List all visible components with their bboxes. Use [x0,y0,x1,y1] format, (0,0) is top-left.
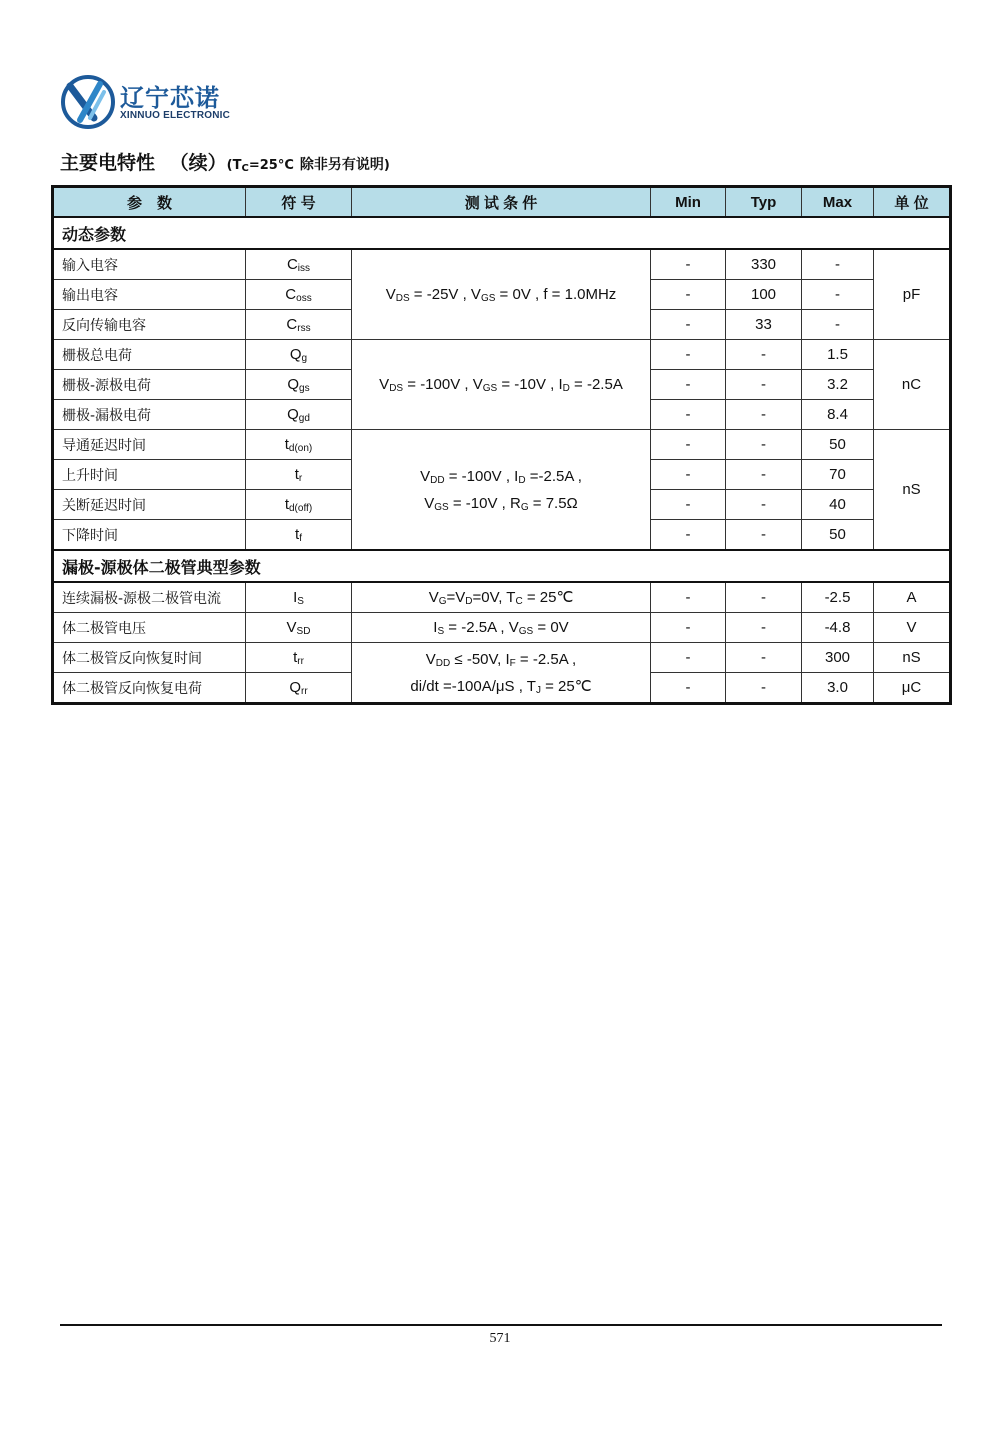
symbol-cell [246,582,352,613]
min-cell: - [651,249,726,280]
logo-chinese-text: 辽宁芯诺 [120,84,220,112]
max-cell: 50 [802,520,874,551]
symbol-sub: g [301,353,308,364]
logo-english-text: XINNUO ELECTRONIC [120,110,231,121]
cond-sub: D [562,383,570,394]
heading-tc-sub: C [241,163,249,174]
table-row [53,643,951,673]
param-cell: 体二极管反向恢复电荷 [53,673,246,704]
min-cell: - [651,310,726,340]
cond-text: = 7.5Ω [528,494,578,512]
cond-text: ≤ -50V, I [450,650,510,668]
table-row [53,582,951,613]
param-cell: 栅极总电荷 [53,340,246,370]
cond-text: = 0V , f = 1.0MHz [495,286,617,303]
unit-cell: V [874,613,951,643]
cond-text: =-2.5A , [525,467,582,485]
min-cell: - [651,582,726,613]
heading-paren-open: ( [226,158,233,173]
cond-text: = -100V , V [403,376,483,393]
cond-text: = -10V , I [497,376,563,393]
cond-sub: G [438,596,447,607]
typ-cell: 100 [726,280,802,310]
cond-sub: GS [518,626,534,637]
heading-unit: °C [277,158,294,173]
symbol-sub: d(on) [288,443,313,454]
table-row [53,430,951,460]
cond-text: = 25℃ [540,677,592,695]
symbol-cell [246,643,352,673]
typ-cell: - [726,370,802,400]
header-typ: Typ [726,187,802,218]
header-max: Max [802,187,874,218]
cond-sub: F [509,657,516,669]
typ-cell: - [726,340,802,370]
cond-line [352,673,650,700]
section-title-body-diode: 漏极-源极体二极管典型参数 [53,550,951,582]
param-cell: 输出电容 [53,280,246,310]
cond-text: = -2.5A , [515,650,577,668]
typ-cell: - [726,613,802,643]
cond-sub: G [520,501,529,513]
cond-sub: DS [395,293,410,304]
symbol-main: C [286,256,298,273]
cond-sub: DD [435,657,451,669]
table-row [53,249,951,280]
typ-cell: - [726,430,802,460]
cond-text: V [428,589,439,606]
cond-text: = -2.5A [569,376,623,393]
max-cell: 300 [802,643,874,673]
min-cell: - [651,613,726,643]
cond-text: = 0V [533,619,569,636]
symbol-sub: r [298,473,303,484]
symbol-cell [246,490,352,520]
cond-sub: DD [430,474,445,486]
cond-line [352,463,650,490]
symbol-cell [246,460,352,490]
symbol-sub: iss [297,263,311,274]
symbol-sub: oss [296,293,312,304]
typ-cell: - [726,490,802,520]
param-cell: 体二极管电压 [53,613,246,643]
cond-text: =0V, T [472,589,516,606]
max-cell: -2.5 [802,582,874,613]
heading-tc: T [232,158,242,173]
param-cell: 下降时间 [53,520,246,551]
cond-text: I [433,619,438,636]
typ-cell: 330 [726,249,802,280]
condition-cell-switching [352,430,651,551]
table-row [53,613,951,643]
max-cell: 40 [802,490,874,520]
cond-sub: GS [480,293,496,304]
cond-text: V [420,467,431,485]
symbol-cell [246,280,352,310]
symbol-main: Q [289,679,301,696]
symbol-sub: gd [298,413,310,424]
cond-text: =V [446,589,466,606]
param-cell: 上升时间 [53,460,246,490]
max-cell: 3.0 [802,673,874,704]
cond-text: = -2.5A , V [444,619,519,636]
table-header-row [53,187,951,218]
symbol-sub: SD [296,626,311,637]
heading-continued: （续） [169,152,227,174]
heading-note: 除非另有说明 [299,157,384,173]
cond-sub: D [518,474,526,486]
cond-sub: D [465,596,473,607]
min-cell: - [651,430,726,460]
cond-sub: GS [482,383,498,394]
symbol-sub: f [299,533,302,544]
typ-cell: - [726,673,802,704]
symbol-main: Q [289,346,302,363]
symbol-cell [246,673,352,704]
max-cell: 8.4 [802,400,874,430]
typ-cell: - [726,643,802,673]
max-cell: -4.8 [802,613,874,643]
typ-cell: - [726,400,802,430]
symbol-cell [246,520,352,551]
header-parameter: 参 数 [53,187,246,218]
max-cell: - [802,249,874,280]
symbol-sub: S [297,596,304,607]
cond-sub: C [515,596,523,607]
page-number: 571 [489,1331,511,1346]
max-cell: 70 [802,460,874,490]
unit-cell: A [874,582,951,613]
heading-tc-value: =25 [248,158,278,173]
heading-title: 主要电特性 [60,152,156,174]
max-cell: 3.2 [802,370,874,400]
symbol-sub: d(off) [289,503,313,514]
min-cell: - [651,490,726,520]
param-cell: 体二极管反向恢复时间 [53,643,246,673]
symbol-sub: rss [297,323,311,334]
header-test-condition: 测 试 条 件 [352,187,651,218]
cond-text: di/dt =-100A/μS , T [410,677,536,695]
symbol-main: t [295,526,300,543]
cond-text: V [385,286,396,303]
min-cell: - [651,460,726,490]
footer-divider [60,1324,942,1326]
table-row [53,340,951,370]
symbol-main: t [293,649,298,666]
symbol-cell [246,310,352,340]
cond-line [352,490,650,517]
symbol-cell [246,400,352,430]
typ-cell: - [726,582,802,613]
min-cell: - [651,400,726,430]
company-logo [60,72,300,132]
cond-line [352,646,650,673]
unit-cell: pF [874,249,951,340]
min-cell: - [651,643,726,673]
condition-cell-vsd [352,613,651,643]
min-cell: - [651,673,726,704]
cond-text: V [425,650,436,668]
condition-cell-reverse-recovery [352,643,651,704]
cond-sub: J [535,684,541,696]
cond-sub: GS [434,501,449,513]
xinnuo-logo-icon [60,72,116,132]
cond-text: V [379,376,390,393]
max-cell: - [802,310,874,340]
min-cell: - [651,520,726,551]
param-cell: 栅极-源极电荷 [53,370,246,400]
symbol-main: t [284,436,289,453]
param-cell: 反向传输电容 [53,310,246,340]
unit-cell: nC [874,340,951,430]
unit-cell: μC [874,673,951,704]
symbol-main: t [294,466,299,483]
header-min: Min [651,187,726,218]
param-cell: 关断延迟时间 [53,490,246,520]
typ-cell: - [726,460,802,490]
cond-text: = -10V , R [448,494,521,512]
param-cell: 栅极-漏极电荷 [53,400,246,430]
unit-cell: nS [874,643,951,673]
symbol-main: Q [287,376,300,393]
section-heading [60,148,390,175]
typ-cell: - [726,520,802,551]
max-cell: 50 [802,430,874,460]
header-unit: 单 位 [874,187,951,218]
heading-paren-close: ) [383,158,390,173]
symbol-main: t [284,496,289,513]
symbol-sub: rr [301,686,308,697]
cond-sub: DS [389,383,404,394]
condition-cell-charge [352,340,651,430]
param-cell: 连续漏极-源极二极管电流 [53,582,246,613]
symbol-sub: rr [297,656,304,667]
condition-cell-capacitance [352,249,651,340]
max-cell: 1.5 [802,340,874,370]
symbol-main: I [293,589,298,606]
symbol-cell [246,430,352,460]
cond-text: V [424,494,435,512]
min-cell: - [651,280,726,310]
electrical-characteristics-table [51,185,952,705]
param-cell: 输入电容 [53,249,246,280]
symbol-sub: gs [299,383,310,394]
min-cell: - [651,340,726,370]
param-cell: 导通延迟时间 [53,430,246,460]
section-row [53,550,951,582]
symbol-main: V [286,619,297,636]
symbol-main: C [285,286,297,303]
min-cell: - [651,370,726,400]
symbol-main: C [286,316,298,333]
symbol-main: Q [287,406,299,423]
header-symbol: 符 号 [246,187,352,218]
condition-cell-is [352,582,651,613]
cond-sub: S [437,626,445,637]
symbol-cell [246,340,352,370]
symbol-cell [246,370,352,400]
max-cell: - [802,280,874,310]
unit-cell: nS [874,430,951,551]
section-row [53,217,951,249]
cond-text: = -25V , V [409,286,481,303]
symbol-cell [246,613,352,643]
typ-cell: 33 [726,310,802,340]
symbol-cell [246,249,352,280]
cond-text: = 25℃ [522,589,574,606]
cond-text: = -100V , I [444,467,519,485]
section-title-dynamic: 动态参数 [53,217,951,249]
